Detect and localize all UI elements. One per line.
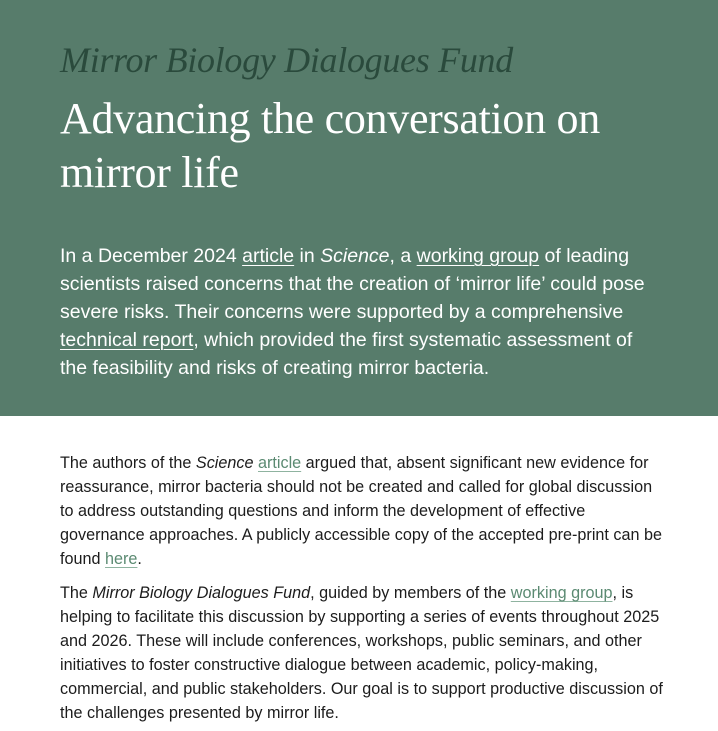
paragraph-authors — [60, 451, 670, 571]
journal-name: Science — [320, 245, 390, 267]
article-link[interactable]: article — [257, 454, 302, 472]
page-title: Advancing the conversation on mirror life — [60, 94, 600, 197]
paragraph-text: , guided by members of the — [310, 584, 511, 602]
working-group-link[interactable]: working group — [416, 245, 540, 267]
hero-lede — [60, 242, 660, 382]
paragraph-text: The authors of the — [60, 454, 196, 472]
lede-text: of leading scientists raised concerns that the creation of ‘mirror life’ could pose severe risks. Their concerns were supported by a comprehensive — [60, 245, 645, 323]
paragraph-text: , is helping to facilitate this discussion by supporting a series of events throughout 2025 and 2026. These will include conferences, workshops, public seminars, and other initiatives to foster constructive dialogue between academic, policy-making, commercial, and public stakeholders. Our goal is to support productive discussion of the challenges presented by mirror life. — [60, 584, 663, 722]
paragraph-fund — [60, 581, 670, 725]
paragraph-text: The — [60, 584, 93, 602]
fund-name: Mirror Biology Dialogues Fund — [92, 584, 311, 602]
lede-text: in — [294, 245, 321, 267]
technical-report-link[interactable]: technical report — [60, 329, 194, 351]
journal-name: Science — [195, 454, 254, 472]
preprint-here-link[interactable]: here — [105, 550, 138, 568]
working-group-link[interactable]: working group — [510, 584, 613, 602]
lede-text: In a December 2024 — [60, 245, 243, 267]
paragraph-text: . — [137, 550, 142, 568]
paragraph-text: argued that, absent significant new evidence for reassurance, mirror bacteria should not be created and called for global discussion to address outstanding questions and inform the development of effective governance approaches. A publicly accessible copy of the accepted pre-print can be found — [60, 454, 663, 568]
lede-text: , which provided the first systematic assessment of the feasibility and risks of creating mirror bacteria. — [60, 329, 633, 379]
fund-name-kicker: Mirror Biology Dialogues Fund — [60, 40, 513, 80]
article-link[interactable]: article — [242, 245, 295, 267]
body-content — [0, 416, 718, 725]
lede-text: , a — [389, 245, 417, 267]
